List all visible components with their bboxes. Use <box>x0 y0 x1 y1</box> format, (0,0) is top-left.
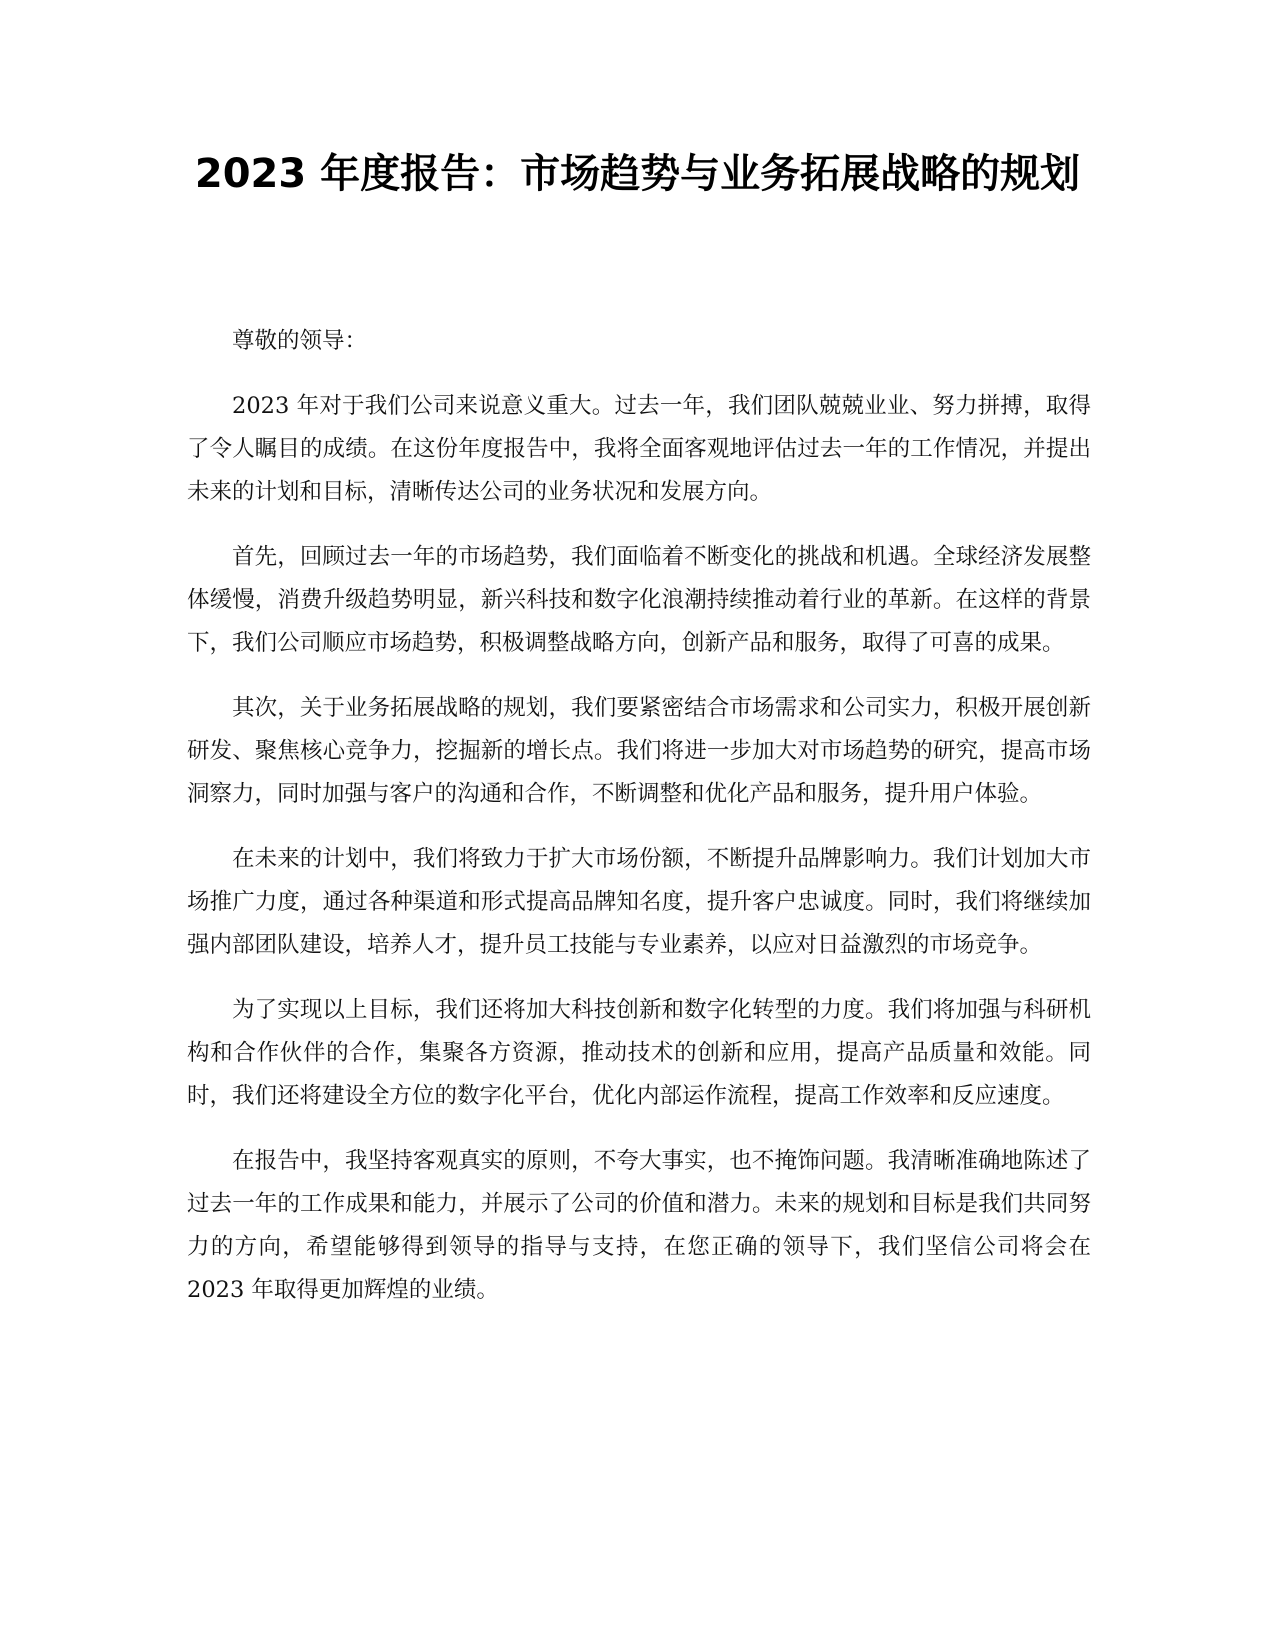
paragraph-market-trends: 首先，回顾过去一年的市场趋势，我们面临着不断变化的挑战和机遇。全球经济发展整体缓慢，消费升级趋势明显，新兴科技和数字化浪潮持续推动着行业的革新。在这样的背景下，我们公司顺应市场趋势，积极调整战略方向，创新产品和服务，取得了可喜的成果。 <box>187 544 1091 656</box>
paragraph-future-plans: 在未来的计划中，我们将致力于扩大市场份额，不断提升品牌影响力。我们计划加大市场推广力度，通过各种渠道和形式提高品牌知名度，提升客户忠诚度。同时，我们将继续加强内部团队建设，培养人才，提升员工技能与专业素养，以应对日益激烈的市场竞争。 <box>187 846 1091 958</box>
paragraph-conclusion: 在报告中，我坚持客观真实的原则，不夸大事实，也不掩饰问题。我清晰准确地陈述了过去一年的工作成果和能力，并展示了公司的价值和潜力。未来的规划和目标是我们共同努力的方向，希望能够得到领导的指导与支持，在您正确的领导下，我们坚信公司将会在 2023 年取得更加辉煌的业绩。 <box>187 1148 1091 1303</box>
salutation: 尊敬的领导： <box>232 328 368 354</box>
paragraph-intro: 2023 年对于我们公司来说意义重大。过去一年，我们团队兢兢业业、努力拼搏，取得了令人瞩目的成绩。在这份年度报告中，我将全面客观地评估过去一年的工作情况，并提出未来的计划和目标，清晰传达公司的业务状况和发展方向。 <box>187 393 1091 505</box>
document-title: 2023 年度报告：市场趋势与业务拓展战略的规划 <box>194 151 1081 197</box>
paragraph-tech-innovation: 为了实现以上目标，我们还将加大科技创新和数字化转型的力度。我们将加强与科研机构和合作伙伴的合作，集聚各方资源，推动技术的创新和应用，提高产品质量和效能。同时，我们还将建设全方位的数字化平台，优化内部运作流程，提高工作效率和反应速度。 <box>187 997 1091 1109</box>
document-body <box>187 320 1091 1334</box>
paragraph-business-strategy: 其次，关于业务拓展战略的规划，我们要紧密结合市场需求和公司实力，积极开展创新研发、聚焦核心竞争力，挖掘新的增长点。我们将进一步加大对市场趋势的研究，提高市场洞察力，同时加强与客户的沟通和合作，不断调整和优化产品和服务，提升用户体验。 <box>187 695 1091 807</box>
